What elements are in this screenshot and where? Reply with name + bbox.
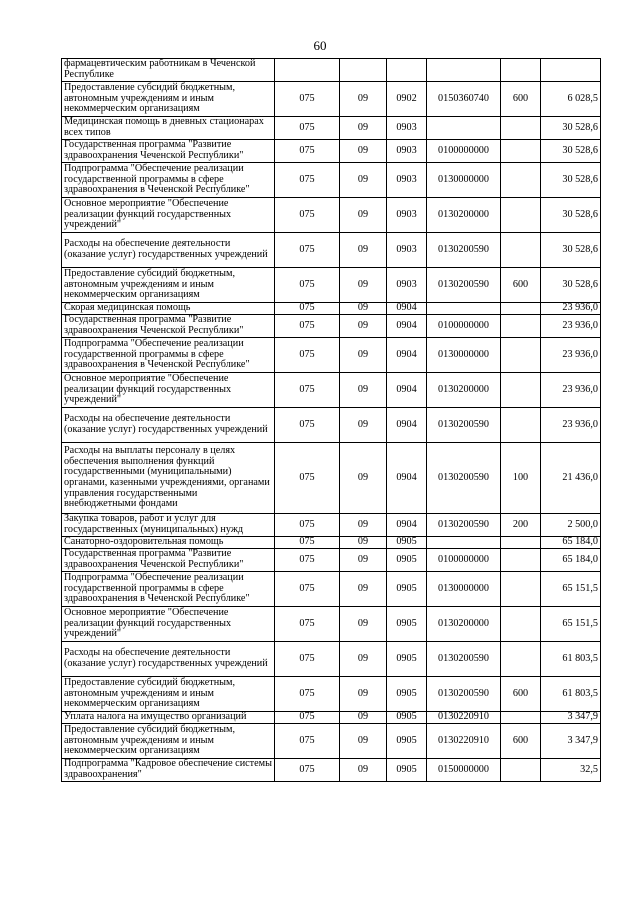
cell-expense-type <box>501 759 541 782</box>
table-row <box>62 677 601 712</box>
cell-target-code: 0130000000 <box>427 338 501 373</box>
cell-expense-type: 200 <box>501 514 541 537</box>
cell-subsection-code: 0904 <box>387 373 427 408</box>
table-row <box>62 338 601 373</box>
cell-section-code: 09 <box>340 140 387 163</box>
cell-target-code: 0150360740 <box>427 82 501 117</box>
cell-expense-type <box>501 712 541 724</box>
cell-ministry-code: 075 <box>275 303 340 315</box>
cell-ministry-code: 075 <box>275 607 340 642</box>
cell-amount: 3 347,9 <box>541 724 601 759</box>
cell-subsection-code: 0905 <box>387 572 427 607</box>
cell-section-code: 09 <box>340 408 387 443</box>
cell-amount: 23 936,0 <box>541 373 601 408</box>
table-row <box>62 408 601 443</box>
cell-name: Подпрограмма "Обеспечение реализации государственной программы в сфере здравоохранения в Чеченской Республике" <box>62 338 275 373</box>
cell-expense-type <box>501 315 541 338</box>
cell-expense-type <box>501 408 541 443</box>
cell-section-code: 09 <box>340 338 387 373</box>
cell-name: Предоставление субсидий бюджетным, автономным учреждениям и иным некоммерческим организациям <box>62 268 275 303</box>
cell-ministry-code: 075 <box>275 338 340 373</box>
table-row <box>62 607 601 642</box>
cell-subsection-code: 0903 <box>387 117 427 140</box>
cell-section-code: 09 <box>340 712 387 724</box>
cell-subsection-code: 0905 <box>387 607 427 642</box>
table-row <box>62 163 601 198</box>
cell-target-code: 0150000000 <box>427 759 501 782</box>
cell-amount: 30 528,6 <box>541 140 601 163</box>
cell-target-code: 0100000000 <box>427 315 501 338</box>
cell-expense-type <box>501 163 541 198</box>
cell-expense-type: 600 <box>501 677 541 712</box>
cell-subsection-code: 0903 <box>387 140 427 163</box>
table-row <box>62 268 601 303</box>
cell-name: Основное мероприятие "Обеспечение реализации функций государственных учреждений" <box>62 373 275 408</box>
cell-amount: 65 184,0 <box>541 537 601 549</box>
cell-name: Государственная программа "Развитие здравоохранения Чеченской Республики" <box>62 140 275 163</box>
cell-target-code: 0130200590 <box>427 233 501 268</box>
cell-subsection-code: 0905 <box>387 677 427 712</box>
cell-amount: 30 528,6 <box>541 117 601 140</box>
table-row <box>62 572 601 607</box>
cell-name: Государственная программа "Развитие здравоохранения Чеченской Республики" <box>62 315 275 338</box>
cell-name: Санаторно-оздоровительная помощь <box>62 537 275 549</box>
cell-name: Закупка товаров, работ и услуг для государственных (муниципальных) нужд <box>62 514 275 537</box>
cell-amount: 30 528,6 <box>541 163 601 198</box>
cell-target-code: 0130220910 <box>427 712 501 724</box>
cell-expense-type: 600 <box>501 268 541 303</box>
cell-target-code: 0130200590 <box>427 443 501 514</box>
page-number: 60 <box>313 38 327 53</box>
cell-section-code: 09 <box>340 572 387 607</box>
cell-subsection-code <box>387 59 427 82</box>
cell-section-code: 09 <box>340 315 387 338</box>
cell-ministry-code: 075 <box>275 315 340 338</box>
cell-target-code: 0130200590 <box>427 408 501 443</box>
cell-ministry-code: 075 <box>275 677 340 712</box>
cell-section-code: 09 <box>340 373 387 408</box>
cell-name: Предоставление субсидий бюджетным, автономным учреждениям и иным некоммерческим организациям <box>62 82 275 117</box>
cell-section-code: 09 <box>340 443 387 514</box>
cell-section-code: 09 <box>340 537 387 549</box>
cell-target-code: 0100000000 <box>427 140 501 163</box>
cell-target-code: 0130200590 <box>427 268 501 303</box>
cell-target-code: 0130000000 <box>427 572 501 607</box>
cell-name: Подпрограмма "Кадровое обеспечение системы здравоохранения" <box>62 759 275 782</box>
cell-amount: 23 936,0 <box>541 303 601 315</box>
cell-expense-type <box>501 117 541 140</box>
cell-name: Скорая медицинская помощь <box>62 303 275 315</box>
cell-amount: 65 184,0 <box>541 549 601 572</box>
cell-amount: 21 436,0 <box>541 443 601 514</box>
cell-section-code <box>340 59 387 82</box>
cell-section-code: 09 <box>340 268 387 303</box>
cell-subsection-code: 0904 <box>387 303 427 315</box>
cell-name: Государственная программа "Развитие здравоохранения Чеченской Республики" <box>62 549 275 572</box>
cell-ministry-code: 075 <box>275 140 340 163</box>
table-row <box>62 59 601 82</box>
cell-ministry-code: 075 <box>275 572 340 607</box>
cell-target-code: 0130200590 <box>427 642 501 677</box>
cell-ministry-code: 075 <box>275 163 340 198</box>
cell-ministry-code: 075 <box>275 82 340 117</box>
cell-ministry-code: 075 <box>275 408 340 443</box>
cell-target-code <box>427 59 501 82</box>
cell-section-code: 09 <box>340 759 387 782</box>
cell-amount: 32,5 <box>541 759 601 782</box>
cell-ministry-code: 075 <box>275 268 340 303</box>
cell-section-code: 09 <box>340 117 387 140</box>
table-body <box>62 59 601 782</box>
cell-ministry-code <box>275 59 340 82</box>
cell-target-code: 0130000000 <box>427 163 501 198</box>
cell-name: Расходы на обеспечение деятельности (оказание услуг) государственных учреждений <box>62 408 275 443</box>
cell-expense-type <box>501 607 541 642</box>
cell-section-code: 09 <box>340 303 387 315</box>
cell-expense-type <box>501 572 541 607</box>
cell-subsection-code: 0905 <box>387 549 427 572</box>
cell-ministry-code: 075 <box>275 549 340 572</box>
cell-name: Уплата налога на имущество организаций <box>62 712 275 724</box>
cell-section-code: 09 <box>340 677 387 712</box>
cell-amount <box>541 59 601 82</box>
cell-amount: 30 528,6 <box>541 198 601 233</box>
cell-target-code: 0100000000 <box>427 549 501 572</box>
cell-ministry-code: 075 <box>275 759 340 782</box>
cell-amount: 65 151,5 <box>541 572 601 607</box>
cell-section-code: 09 <box>340 198 387 233</box>
cell-name: Расходы на обеспечение деятельности (оказание услуг) государственных учреждений <box>62 642 275 677</box>
cell-ministry-code: 075 <box>275 233 340 268</box>
cell-amount: 23 936,0 <box>541 315 601 338</box>
cell-name: Расходы на выплаты персоналу в целях обеспечения выполнения функций государственными (муниципальными) органами, казенными учреждениями, органами управления государственными внебюджетными фондами <box>62 443 275 514</box>
cell-subsection-code: 0904 <box>387 514 427 537</box>
cell-ministry-code: 075 <box>275 712 340 724</box>
cell-name: Основное мероприятие "Обеспечение реализации функций государственных учреждений" <box>62 607 275 642</box>
cell-section-code: 09 <box>340 82 387 117</box>
cell-subsection-code: 0905 <box>387 759 427 782</box>
cell-amount: 23 936,0 <box>541 338 601 373</box>
cell-amount: 30 528,6 <box>541 233 601 268</box>
cell-expense-type <box>501 233 541 268</box>
cell-section-code: 09 <box>340 233 387 268</box>
cell-subsection-code: 0904 <box>387 338 427 373</box>
cell-target-code <box>427 117 501 140</box>
cell-expense-type <box>501 549 541 572</box>
cell-name: Предоставление субсидий бюджетным, автономным учреждениям и иным некоммерческим организациям <box>62 724 275 759</box>
cell-ministry-code: 075 <box>275 537 340 549</box>
cell-subsection-code: 0905 <box>387 712 427 724</box>
table-row <box>62 724 601 759</box>
cell-amount: 65 151,5 <box>541 607 601 642</box>
cell-subsection-code: 0905 <box>387 642 427 677</box>
cell-target-code: 0130200000 <box>427 373 501 408</box>
table-row <box>62 373 601 408</box>
cell-expense-type <box>501 303 541 315</box>
cell-name: Медицинская помощь в дневных стационарах всех типов <box>62 117 275 140</box>
table-row <box>62 198 601 233</box>
table-row <box>62 233 601 268</box>
cell-ministry-code: 075 <box>275 724 340 759</box>
cell-ministry-code: 075 <box>275 373 340 408</box>
table-row <box>62 82 601 117</box>
cell-section-code: 09 <box>340 607 387 642</box>
cell-subsection-code: 0903 <box>387 163 427 198</box>
cell-expense-type: 600 <box>501 724 541 759</box>
table-row <box>62 117 601 140</box>
table-row <box>62 315 601 338</box>
cell-ministry-code: 075 <box>275 117 340 140</box>
cell-target-code: 0130220910 <box>427 724 501 759</box>
cell-ministry-code: 075 <box>275 514 340 537</box>
cell-section-code: 09 <box>340 163 387 198</box>
cell-expense-type: 100 <box>501 443 541 514</box>
cell-expense-type <box>501 338 541 373</box>
cell-subsection-code: 0902 <box>387 82 427 117</box>
cell-section-code: 09 <box>340 549 387 572</box>
cell-expense-type <box>501 537 541 549</box>
table-row <box>62 537 601 549</box>
cell-ministry-code: 075 <box>275 443 340 514</box>
cell-name: Основное мероприятие "Обеспечение реализации функций государственных учреждений" <box>62 198 275 233</box>
cell-target-code <box>427 537 501 549</box>
cell-target-code: 0130200590 <box>427 677 501 712</box>
cell-name: Подпрограмма "Обеспечение реализации государственной программы в сфере здравоохранения в Чеченской Республике" <box>62 163 275 198</box>
cell-amount: 30 528,6 <box>541 268 601 303</box>
table-row <box>62 303 601 315</box>
table-row <box>62 514 601 537</box>
cell-amount: 3 347,9 <box>541 712 601 724</box>
cell-subsection-code: 0905 <box>387 724 427 759</box>
cell-expense-type <box>501 642 541 677</box>
cell-expense-type <box>501 373 541 408</box>
cell-section-code: 09 <box>340 514 387 537</box>
cell-subsection-code: 0904 <box>387 315 427 338</box>
cell-subsection-code: 0903 <box>387 198 427 233</box>
cell-amount: 6 028,5 <box>541 82 601 117</box>
table-row <box>62 140 601 163</box>
cell-name: фармацевтическим работникам в Чеченской Республике <box>62 59 275 82</box>
cell-subsection-code: 0905 <box>387 537 427 549</box>
cell-subsection-code: 0904 <box>387 408 427 443</box>
cell-ministry-code: 075 <box>275 198 340 233</box>
cell-name: Подпрограмма "Обеспечение реализации государственной программы в сфере здравоохранения в Чеченской Республике" <box>62 572 275 607</box>
cell-target-code: 0130200000 <box>427 607 501 642</box>
cell-target-code: 0130200000 <box>427 198 501 233</box>
table-row <box>62 712 601 724</box>
cell-amount: 2 500,0 <box>541 514 601 537</box>
table-row <box>62 759 601 782</box>
cell-expense-type: 600 <box>501 82 541 117</box>
cell-amount: 61 803,5 <box>541 642 601 677</box>
cell-subsection-code: 0903 <box>387 233 427 268</box>
cell-ministry-code: 075 <box>275 642 340 677</box>
cell-amount: 23 936,0 <box>541 408 601 443</box>
budget-table <box>61 58 601 782</box>
cell-target-code <box>427 303 501 315</box>
cell-name: Расходы на обеспечение деятельности (оказание услуг) государственных учреждений <box>62 233 275 268</box>
cell-expense-type <box>501 59 541 82</box>
cell-expense-type <box>501 140 541 163</box>
table-row <box>62 549 601 572</box>
cell-target-code: 0130200590 <box>427 514 501 537</box>
table-row <box>62 443 601 514</box>
cell-subsection-code: 0903 <box>387 268 427 303</box>
cell-subsection-code: 0904 <box>387 443 427 514</box>
cell-amount: 61 803,5 <box>541 677 601 712</box>
cell-section-code: 09 <box>340 642 387 677</box>
table-row <box>62 642 601 677</box>
cell-name: Предоставление субсидий бюджетным, автономным учреждениям и иным некоммерческим организациям <box>62 677 275 712</box>
cell-expense-type <box>501 198 541 233</box>
cell-section-code: 09 <box>340 724 387 759</box>
